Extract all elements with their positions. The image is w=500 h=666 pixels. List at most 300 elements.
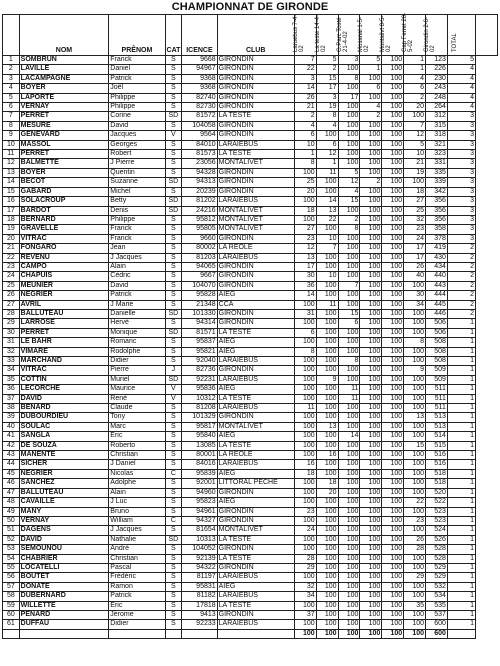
cell-total: 2	[447, 281, 475, 290]
cell-club: GIRONDIN	[217, 545, 294, 554]
cell-race-7: 511	[426, 404, 448, 413]
cell-race-7: 444	[426, 291, 448, 300]
footer-spacer	[182, 629, 217, 638]
cell-total: 3	[447, 159, 475, 168]
cell-club: LARAIEBUS	[217, 197, 294, 206]
cell-race-5: 100	[382, 451, 404, 460]
cell-race-1: 100	[294, 441, 316, 450]
cell-licence: 23056	[182, 159, 217, 168]
cell-total: 2	[447, 253, 475, 262]
table-row	[3, 121, 498, 130]
cell-race-2: 15	[316, 74, 338, 83]
cell-nom: CAMPO	[19, 262, 109, 271]
cell-race-1: 10	[294, 140, 316, 149]
table-row	[3, 394, 498, 403]
cell-prenom: David	[109, 121, 165, 130]
cell-club: LA TESTE	[217, 328, 294, 337]
cell-race-4: 100	[360, 404, 382, 413]
cell-race-3: 3	[338, 56, 360, 65]
cell-nom: BALMETTE	[19, 159, 109, 168]
cell-club: MONTALIVET	[217, 215, 294, 224]
cell-cat: SD	[165, 375, 182, 384]
cell-race-2: 100	[316, 592, 338, 601]
cell-rank: 31	[3, 338, 20, 347]
cell-prenom: Tony	[109, 413, 165, 422]
cell-race-2: 100	[316, 469, 338, 478]
cell-race-4: 100	[360, 262, 382, 271]
cell-cat: S	[165, 460, 182, 469]
cell-race-4: 100	[360, 526, 382, 535]
cell-cat: S	[165, 319, 182, 328]
cell-cat: S	[165, 150, 182, 159]
table-row	[3, 262, 498, 271]
cell-race-6: 35	[404, 601, 426, 610]
cell-licence: 104070	[182, 281, 217, 290]
cell-licence: 101329	[182, 413, 217, 422]
cell-race-3: 100	[338, 422, 360, 431]
cell-club: LARAIEBUS	[217, 592, 294, 601]
cell-nom: SEMOUNOU	[19, 545, 109, 554]
cell-race-7: 123	[426, 56, 448, 65]
table-row	[3, 573, 498, 582]
cell-nom: DAVID	[19, 535, 109, 544]
cell-race-4: 100	[360, 74, 382, 83]
header-row	[3, 15, 498, 56]
cell-total: 3	[447, 225, 475, 234]
cell-prenom: Hervé	[109, 319, 165, 328]
footer-spacer	[165, 629, 182, 638]
cell-race-7: 243	[426, 84, 448, 93]
cell-race-2: 16	[316, 451, 338, 460]
cell-licence: 92001	[182, 479, 217, 488]
cell-nom: FONGARO	[19, 244, 109, 253]
cell-rank: 27	[3, 300, 20, 309]
cell-race-4: 100	[360, 488, 382, 497]
cell-race-3: 100	[338, 131, 360, 140]
cell-race-2: 20	[316, 488, 338, 497]
cell-cat: S	[165, 610, 182, 619]
cell-race-7: 513	[426, 413, 448, 422]
cell-race-2: 13	[316, 422, 338, 431]
cell-race-2: 100	[316, 545, 338, 554]
cell-rank: 40	[3, 422, 20, 431]
cell-race-4: 100	[360, 620, 382, 629]
cell-race-5: 100	[382, 168, 404, 177]
cell-race-6: 100	[404, 469, 426, 478]
cell-race-5: 100	[382, 225, 404, 234]
cell-race-1: 100	[294, 516, 316, 525]
cell-club: GIRONDIN	[217, 131, 294, 140]
cell-prenom: Philippe	[109, 103, 165, 112]
cell-licence: 94313	[182, 178, 217, 187]
cell-cat: S	[165, 272, 182, 281]
cell-race-1: 100	[294, 479, 316, 488]
cell-race-2: 100	[316, 225, 338, 234]
cell-race-6: 100	[404, 328, 426, 337]
cell-race-4: 100	[360, 582, 382, 591]
cell-race-6: 100	[404, 347, 426, 356]
cell-club: AIEG	[217, 432, 294, 441]
cell-race-3: 100	[338, 103, 360, 112]
cell-race-2: 100	[316, 291, 338, 300]
cell-total: 3	[447, 131, 475, 140]
cell-race-5: 100	[382, 74, 404, 83]
cell-race-6: 100	[404, 592, 426, 601]
cell-race-5: 100	[382, 460, 404, 469]
cell-race-2: 100	[316, 516, 338, 525]
cell-race-5: 100	[382, 319, 404, 328]
cell-race-2: 12	[316, 150, 338, 159]
cell-race-7: 518	[426, 479, 448, 488]
cell-club: GIRONDIN	[217, 65, 294, 74]
cell-prenom: Adolphe	[109, 479, 165, 488]
cell-prenom: Philippe	[109, 215, 165, 224]
cell-licence: 81203	[182, 253, 217, 262]
cell-race-3: 15	[338, 309, 360, 318]
cell-total: 1	[447, 375, 475, 384]
cell-club: GIRONDIN	[217, 516, 294, 525]
cell-rank: 19	[3, 225, 20, 234]
cell-licence: 95837	[182, 338, 217, 347]
cell-rank: 5	[3, 93, 20, 102]
table-row	[3, 601, 498, 610]
cell-race-3: 100	[338, 150, 360, 159]
cell-race-1: 100	[294, 620, 316, 629]
cell-race-2: 11	[316, 168, 338, 177]
cell-race-2: 100	[316, 535, 338, 544]
cell-nom: PERRET	[19, 112, 109, 121]
cell-race-5: 100	[382, 507, 404, 516]
cell-club: LA REOLE	[217, 244, 294, 253]
cell-nom: DAGENS	[19, 526, 109, 535]
cell-cat: S	[165, 573, 182, 582]
header-cat: CAT	[165, 15, 182, 56]
table-row	[3, 319, 498, 328]
table-row	[3, 178, 498, 187]
cell-race-7: 339	[426, 178, 448, 187]
cell-race-6: 100	[404, 526, 426, 535]
cell-race-3: 5	[338, 168, 360, 177]
cell-nom: BALLUTEAU	[19, 488, 109, 497]
cell-licence: 21348	[182, 300, 217, 309]
cell-race-7: 440	[426, 272, 448, 281]
cell-licence: 9413	[182, 610, 217, 619]
cell-race-6: 21	[404, 159, 426, 168]
cell-club: GIRONDIN	[217, 319, 294, 328]
cell-rank: 43	[3, 451, 20, 460]
cell-race-2: 100	[316, 357, 338, 366]
table-row	[3, 432, 498, 441]
cell-race-3: 100	[338, 244, 360, 253]
table-row	[3, 150, 498, 159]
cell-race-6: 100	[404, 479, 426, 488]
cell-prenom: Romaric	[109, 338, 165, 347]
cell-prenom: Alain	[109, 262, 165, 271]
cell-cat: S	[165, 281, 182, 290]
cell-club: AIEG	[217, 469, 294, 478]
table-row	[3, 460, 498, 469]
cell-rank: 3	[3, 74, 20, 83]
cell-race-4: 6	[360, 84, 382, 93]
cell-race-2: 19	[316, 103, 338, 112]
cell-rank: 8	[3, 121, 20, 130]
table-row	[3, 93, 498, 102]
cell-race-2: 13	[316, 206, 338, 215]
cell-race-4: 100	[360, 309, 382, 318]
cell-total: 1	[447, 601, 475, 610]
cell-prenom: Michel	[109, 187, 165, 196]
cell-race-6: 100	[404, 554, 426, 563]
cell-total: 3	[447, 215, 475, 224]
cell-rank: 52	[3, 535, 20, 544]
cell-total: 1	[447, 422, 475, 431]
table-row	[3, 309, 498, 318]
cell-cat: S	[165, 441, 182, 450]
cell-race-3: 100	[338, 554, 360, 563]
cell-race-1: 12	[294, 244, 316, 253]
cell-rank: 57	[3, 582, 20, 591]
cell-cat: SD	[165, 309, 182, 318]
cell-race-1: 21	[294, 103, 316, 112]
cell-race-4: 100	[360, 328, 382, 337]
cell-club: LARAIEBUS	[217, 573, 294, 582]
cell-club: GIRONDIN	[217, 610, 294, 619]
cell-race-4: 100	[360, 234, 382, 243]
cell-rank: 1	[3, 56, 20, 65]
cell-race-3: 100	[338, 159, 360, 168]
footer-spacer	[19, 629, 109, 638]
cell-race-7: 506	[426, 319, 448, 328]
cell-race-5: 100	[382, 159, 404, 168]
table-row	[3, 234, 498, 243]
cell-cat: J	[165, 366, 182, 375]
cell-nom: BERNARD	[19, 215, 109, 224]
cell-nom: DE SOUZA	[19, 441, 109, 450]
table-row	[3, 422, 498, 431]
cell-nom: LE BAHR	[19, 338, 109, 347]
header-race-5: Montalivt 8-5-02	[382, 15, 404, 56]
cell-nom: NEGRIER	[19, 291, 109, 300]
cell-race-3: 100	[338, 488, 360, 497]
cell-race-6: 100	[404, 460, 426, 469]
cell-race-4: 100	[360, 291, 382, 300]
cell-race-2: 100	[316, 347, 338, 356]
cell-race-7: 520	[426, 488, 448, 497]
cell-race-6: 100	[404, 451, 426, 460]
cell-race-1: 13	[294, 253, 316, 262]
cell-race-6: 17	[404, 244, 426, 253]
cell-rank: 2	[3, 65, 20, 74]
cell-race-6: 26	[404, 535, 426, 544]
table-row	[3, 498, 498, 507]
cell-nom: VITRAC	[19, 234, 109, 243]
cell-rank: 54	[3, 554, 20, 563]
cell-licence: 95817	[182, 422, 217, 431]
cell-race-5: 100	[382, 535, 404, 544]
cell-prenom: J Marie	[109, 300, 165, 309]
cell-race-2: 100	[316, 178, 338, 187]
cell-licence: 95828	[182, 291, 217, 300]
cell-race-6: 8	[404, 338, 426, 347]
cell-race-6: 1	[404, 65, 426, 74]
cell-licence: 9660	[182, 234, 217, 243]
cell-race-7: 518	[426, 469, 448, 478]
cell-race-2: 100	[316, 460, 338, 469]
cell-rank: 47	[3, 488, 20, 497]
cell-prenom: Maurice	[109, 385, 165, 394]
cell-race-6: 100	[404, 507, 426, 516]
cell-nom: REVENU	[19, 253, 109, 262]
cell-race-6: 100	[404, 563, 426, 572]
cell-nom: BECOT	[19, 178, 109, 187]
cell-race-6: 100	[404, 319, 426, 328]
footer-cell: 100	[360, 629, 382, 638]
cell-licence: 82736	[182, 366, 217, 375]
page-title: CHAMPIONNAT DE GIRONDE	[171, 1, 329, 13]
cell-race-5: 100	[382, 422, 404, 431]
footer-cell: 100	[382, 629, 404, 638]
cell-race-3: 100	[338, 460, 360, 469]
cell-race-5: 100	[382, 84, 404, 93]
cell-prenom: Joël	[109, 84, 165, 93]
cell-rank: 48	[3, 498, 20, 507]
cell-race-7: 335	[426, 168, 448, 177]
cell-club: GIRONDIN	[217, 413, 294, 422]
cell-race-1: 17	[294, 262, 316, 271]
cell-race-6: 22	[404, 498, 426, 507]
cell-race-5: 100	[382, 498, 404, 507]
cell-race-3: 100	[338, 601, 360, 610]
cell-race-1: 100	[294, 366, 316, 375]
cell-licence: 81182	[182, 592, 217, 601]
cell-race-6: 15	[404, 441, 426, 450]
cell-total: 2	[447, 262, 475, 271]
cell-race-6: 18	[404, 187, 426, 196]
cell-rank: 13	[3, 168, 20, 177]
cell-race-7: 534	[426, 592, 448, 601]
cell-race-5: 100	[382, 554, 404, 563]
cell-race-4: 100	[360, 206, 382, 215]
cell-race-2: 100	[316, 262, 338, 271]
cell-licence: 94314	[182, 319, 217, 328]
cell-cat: S	[165, 262, 182, 271]
cell-nom: SICHER	[19, 460, 109, 469]
header-total: TOTAL	[447, 15, 475, 56]
cell-licence: 92040	[182, 357, 217, 366]
cell-race-6: 7	[404, 121, 426, 130]
cell-race-3: 100	[338, 338, 360, 347]
cell-licence: 81571	[182, 328, 217, 337]
cell-race-4: 100	[360, 554, 382, 563]
cell-rank: 29	[3, 319, 20, 328]
cell-race-2: 100	[316, 319, 338, 328]
cell-licence: 94322	[182, 563, 217, 572]
table-row	[3, 338, 498, 347]
cell-cat: SD	[165, 112, 182, 121]
table-row	[3, 131, 498, 140]
cell-club: LA REOLE	[217, 451, 294, 460]
cell-race-7: 419	[426, 244, 448, 253]
cell-nom: MEUNIER	[19, 281, 109, 290]
cell-race-2: 22	[316, 215, 338, 224]
cell-cat: S	[165, 225, 182, 234]
cell-nom: DAVID	[19, 394, 109, 403]
cell-race-2: 100	[316, 385, 338, 394]
cell-rank: 28	[3, 309, 20, 318]
cell-prenom: Georges	[109, 140, 165, 149]
cell-club: GIRONDIN	[217, 187, 294, 196]
cell-race-4: 100	[360, 215, 382, 224]
cell-race-2: 100	[316, 281, 338, 290]
cell-rank: 33	[3, 357, 20, 366]
cell-race-2: 100	[316, 620, 338, 629]
cell-race-4: 100	[360, 159, 382, 168]
cell-licence: 95821	[182, 347, 217, 356]
cell-total: 1	[447, 357, 475, 366]
cell-licence: 101330	[182, 309, 217, 318]
cell-total: 1	[447, 507, 475, 516]
footer-cell: 100	[294, 629, 316, 638]
cell-total: 3	[447, 140, 475, 149]
cell-cat: S	[165, 347, 182, 356]
cell-race-1: 8	[294, 159, 316, 168]
cell-rank: 35	[3, 375, 20, 384]
cell-cat: S	[165, 601, 182, 610]
cell-cat: S	[165, 498, 182, 507]
cell-race-1: 20	[294, 187, 316, 196]
cell-club: MONTALIVET	[217, 422, 294, 431]
cell-race-3: 6	[338, 319, 360, 328]
cell-club: LA TESTE	[217, 112, 294, 121]
cell-race-5: 100	[382, 272, 404, 281]
cell-race-6: 12	[404, 131, 426, 140]
cell-cat: S	[165, 74, 182, 83]
cell-race-7: 321	[426, 140, 448, 149]
cell-prenom: Roberto	[109, 441, 165, 450]
table-row	[3, 479, 498, 488]
cell-total: 1	[447, 338, 475, 347]
cell-nom: VERNAY	[19, 103, 109, 112]
table-row	[3, 357, 498, 366]
header-licence: ICENCE	[182, 15, 217, 56]
cell-licence: 104052	[182, 545, 217, 554]
cell-race-3: 100	[338, 507, 360, 516]
cell-race-6: 28	[404, 545, 426, 554]
cell-race-5: 100	[382, 281, 404, 290]
cell-total: 4	[447, 93, 475, 102]
cell-race-2: 7	[316, 244, 338, 253]
cell-total: 2	[447, 244, 475, 253]
cell-rank: 39	[3, 413, 20, 422]
cell-total: 1	[447, 460, 475, 469]
cell-total: 1	[447, 563, 475, 572]
cell-race-6: 100	[404, 394, 426, 403]
cell-race-6: 27	[404, 197, 426, 206]
cell-race-6: 6	[404, 84, 426, 93]
cell-total: 1	[447, 545, 475, 554]
cell-race-2: 100	[316, 309, 338, 318]
cell-total: 1	[447, 328, 475, 337]
cell-race-3: 11	[338, 385, 360, 394]
cell-race-6: 100	[404, 620, 426, 629]
table-row	[3, 535, 498, 544]
cell-race-4: 100	[360, 253, 382, 262]
cell-rank: 46	[3, 479, 20, 488]
cell-prenom: J Luc	[109, 498, 165, 507]
cell-race-3: 8	[338, 357, 360, 366]
cell-club: GIRONDIN	[217, 272, 294, 281]
cell-race-4: 100	[360, 93, 382, 102]
